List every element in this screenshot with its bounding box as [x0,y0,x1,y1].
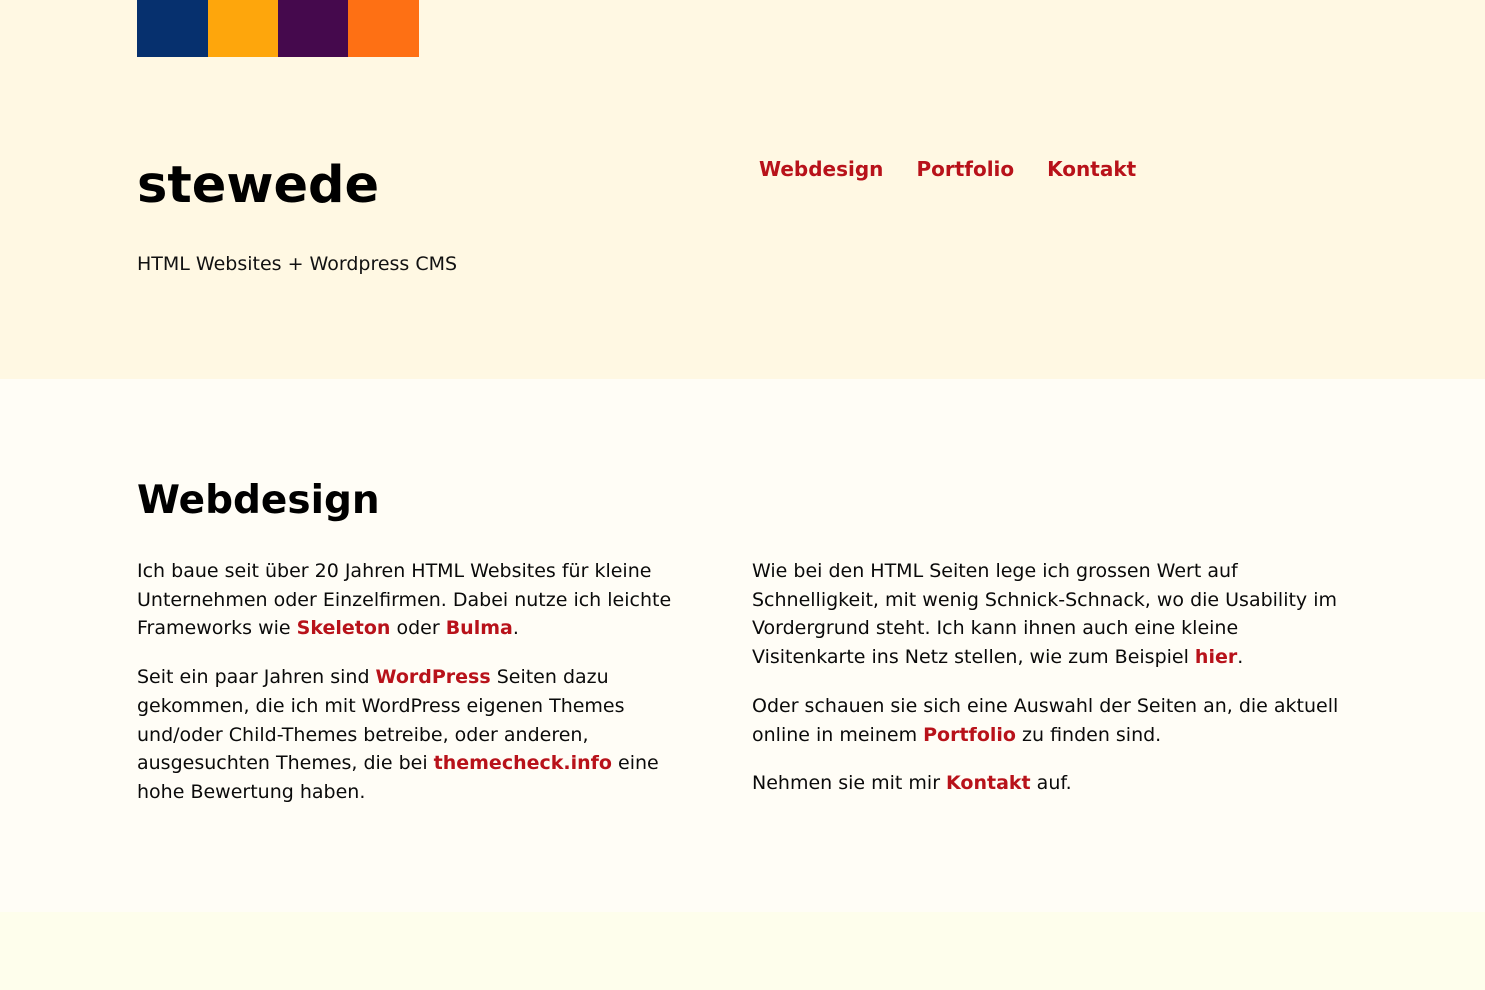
footer-area [0,912,1485,990]
paragraph-text: Seiten dazu gekommen, die ich mit WordPress eigenen Themes und/oder Child-Themes betreibe, oder anderen, ausgesuchten Themes, die bei [137,666,625,775]
link-themecheck[interactable]: themecheck.info [433,752,612,775]
color-swatch-purple [278,0,348,57]
paragraph-html-websites [137,557,712,643]
main-content [0,379,1485,912]
paragraph-text: auf. [1030,772,1072,795]
paragraph-text: . [1237,646,1244,669]
paragraph-portfolio [752,692,1342,749]
paragraph-text: Nehmen sie mit mir [752,772,947,795]
color-swatch-amber [208,0,278,57]
nav-link-portfolio[interactable]: Portfolio [916,157,1015,181]
site-title[interactable]: stewede [137,156,380,215]
paragraph-text: zu finden sind. [1015,723,1162,746]
paragraph-wordpress [137,663,712,807]
site-header [0,0,1485,379]
paragraph-kontakt [752,769,1342,798]
content-column-left [137,557,712,827]
nav-link-webdesign[interactable]: Webdesign [759,157,884,181]
paragraph-text: Seit ein paar Jahren sind [137,666,376,689]
color-swatch-orange [348,0,419,57]
link-kontakt[interactable]: Kontakt [946,772,1031,795]
link-hier[interactable]: hier [1194,646,1238,669]
paragraph-text: Ich baue seit über 20 Jahren HTML Websites für kleine Unternehmen oder Einzelfirmen. Dabei nutze ich leichte Frameworks wie [137,560,672,640]
paragraph-text: . [512,617,519,640]
link-wordpress[interactable]: WordPress [375,666,491,689]
paragraph-text: eine hohe Bewertung haben. [137,752,659,803]
paragraph-text: oder [390,617,446,640]
paragraph-text: Wie bei den HTML Seiten lege ich grossen Wert auf Schnelligkeit, mit wenig Schnick-Schnack, wo die Usability im Vordergrund steht. Ich kann ihnen auch eine kleine Visitenkarte ins Netz stellen, wie zum Beispiel [752,560,1338,669]
paragraph-speed [752,557,1342,672]
site-tagline: HTML Websites + Wordpress CMS [137,253,458,275]
section-title-webdesign: Webdesign [137,478,380,523]
nav-link-kontakt[interactable]: Kontakt [1047,157,1137,181]
content-column-right [752,557,1342,818]
main-nav [759,156,1136,182]
color-swatch-navy [137,0,208,57]
brand-color-bar [137,0,419,57]
link-skeleton[interactable]: Skeleton [296,617,391,640]
link-portfolio[interactable]: Portfolio [923,723,1016,746]
paragraph-text: Oder schauen sie sich eine Auswahl der Seiten an, die aktuell online in meinem [752,694,1339,746]
link-bulma[interactable]: Bulma [445,617,513,640]
